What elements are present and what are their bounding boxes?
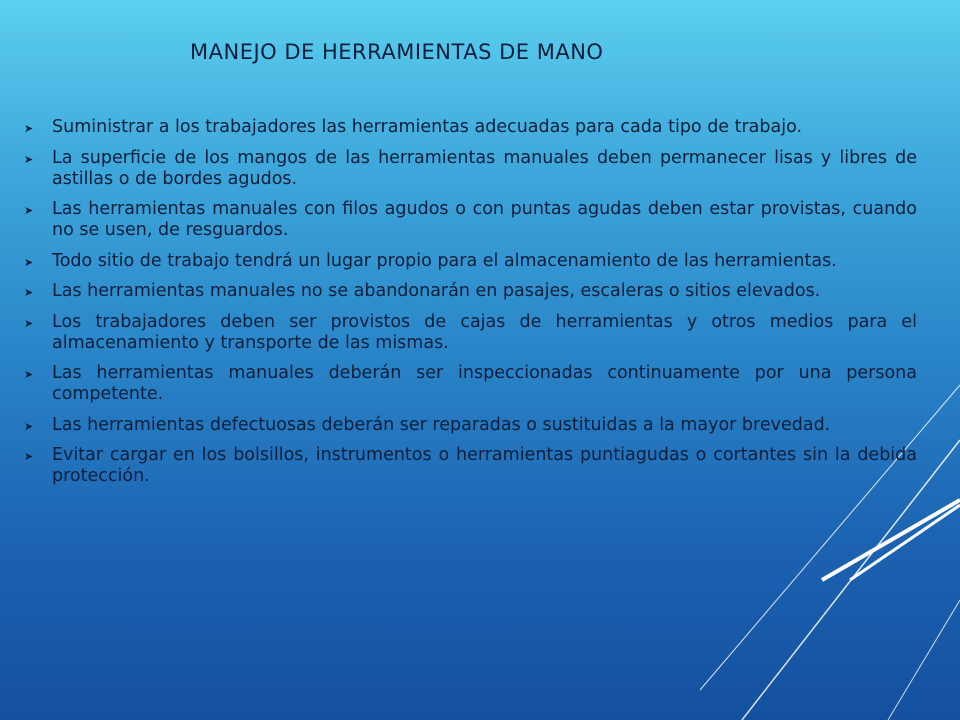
bullet-text: Las herramientas manuales no se abandonarán en pasajes, escaleras o sitios elevados.: [52, 281, 821, 301]
arrow-bullet-icon: ➤: [24, 286, 34, 299]
bullet-list: [22, 117, 917, 497]
bullet-text: Las herramientas manuales con filos agudos o con puntas agudas deben estar provistas, cuando no se usen, de resguardos.: [52, 199, 917, 240]
bullet-item: [22, 445, 917, 487]
bullet-text: Los trabajadores deben ser provistos de cajas de herramientas y otros medios para el almacenamiento y transporte de las mismas.: [52, 311, 917, 353]
bullet-text: La superficie de los mangos de las herramientas manuales deben permanecer lisas y libres de astillas o de bordes agudos.: [52, 147, 917, 189]
bullet-text: Todo sitio de trabajo tendrá un lugar propio para el almacenamiento de las herramientas.: [52, 250, 837, 271]
slide-title: MANEJO DE HERRAMIENTAS DE MANO: [190, 40, 604, 64]
arrow-bullet-icon: ➤: [24, 419, 34, 433]
arrow-bullet-icon: ➤: [24, 255, 34, 269]
arrow-bullet-icon: ➤: [24, 316, 34, 330]
bullet-item: [22, 251, 917, 272]
bullet-text: Evitar cargar en los bolsillos, instrumentos o herramientas puntiagudas o cortantes sin la debida protección.: [52, 445, 917, 486]
arrow-bullet-icon: ➤: [24, 204, 34, 217]
arrow-bullet-icon: ➤: [24, 122, 34, 135]
bullet-item: [22, 415, 917, 436]
arrow-bullet-icon: ➤: [24, 368, 34, 381]
bullet-text: Las herramientas manuales deberán ser inspeccionadas continuamente por una persona competente.: [52, 363, 917, 404]
bullet-item: [22, 199, 917, 241]
arrow-bullet-icon: ➤: [24, 152, 34, 166]
bullet-text: Las herramientas defectuosas deberán ser reparadas o sustituidas a la mayor brevedad.: [52, 414, 831, 435]
bullet-item: [22, 117, 917, 138]
bullet-item: [22, 312, 917, 354]
bullet-item: [22, 148, 917, 190]
bullet-item: [22, 281, 917, 302]
arrow-bullet-icon: ➤: [24, 450, 34, 463]
bullet-item: [22, 363, 917, 405]
bullet-text: Suministrar a los trabajadores las herramientas adecuadas para cada tipo de trabajo.: [52, 117, 803, 137]
